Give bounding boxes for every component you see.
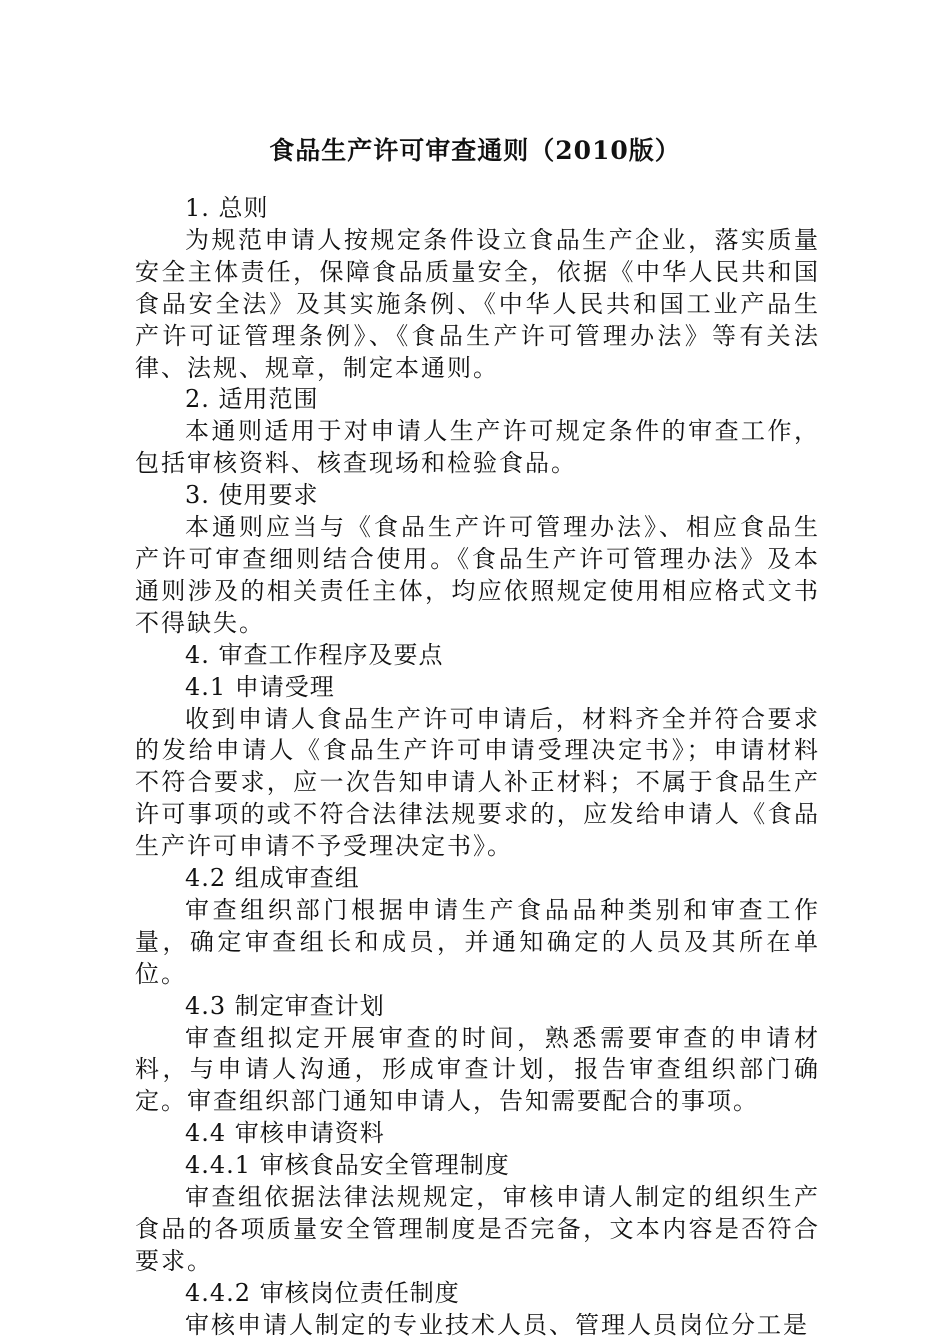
section-heading-general: 1. 总则 xyxy=(185,194,269,222)
paragraph-usage: 本通则应当与《食品生产许可管理办法》、相应食品生产许可审查细则结合使用。《食品生产许可管理办法》及本通则涉及的相关责任主体，均应依照规定使用相应格式文书不得缺失。 xyxy=(135,513,820,637)
section-heading-usage: 3. 使用要求 xyxy=(185,481,319,510)
paragraph-4-3: 审查组拟定开展审查的时间，熟悉需要审查的申请材料，与申请人沟通，形成审查计划，报告审查组织部门确定。审查组织部门通知申请人，告知需要配合的事项。 xyxy=(135,1023,820,1116)
paragraph-4-4-2: 审核申请人制定的专业技术人员、管理人员岗位分工是 xyxy=(185,1310,809,1339)
section-heading-4-4-1: 4.4.1 审核食品安全管理制度 xyxy=(185,1151,510,1180)
section-heading-4-2: 4.2 组成审查组 xyxy=(185,864,360,893)
section-heading-4-3: 4.3 制定审查计划 xyxy=(185,991,385,1020)
paragraph-4-1: 收到申请人食品生产许可申请后，材料齐全并符合要求的发给申请人《食品生产许可申请受理决定书》；申请材料不符合要求，应一次告知申请人补正材料；不属于食品生产许可事项的或不符合法律法规要求的，应发给申请人《食品生产许可申请不予受理决定书》。 xyxy=(135,704,820,861)
paragraph-4-4-1: 审查组依据法律法规规定，审核申请人制定的组织生产食品的各项质量安全管理制度是否完备，文本内容是否符合要求。 xyxy=(135,1183,820,1275)
paragraph-4-2: 审查组织部门根据申请生产食品品种类别和审查工作量，确定审查组长和成员，并通知确定的人员及其所在单位。 xyxy=(135,895,820,988)
document-body xyxy=(135,193,820,1342)
document-title: 食品生产许可审查通则（2010版） xyxy=(269,136,681,165)
section-heading-scope: 2. 适用范围 xyxy=(185,385,319,414)
section-heading-procedure: 4. 审查工作程序及要点 xyxy=(185,640,444,669)
section-heading-4-4: 4.4 审核申请资料 xyxy=(185,1119,385,1148)
section-heading-4-4-2: 4.4.2 审核岗位责任制度 xyxy=(185,1278,460,1307)
paragraph-general: 为规范申请人按规定条件设立食品生产企业，落实质量安全主体责任，保障食品质量安全，依据《中华人民共和国食品安全法》及其实施条例、《中华人民共和国工业产品生产许可证管理条例》、《食品生产许可管理办法》等有关法律、法规、规章，制定本通则。 xyxy=(135,225,820,382)
section-heading-4-1: 4.1 申请受理 xyxy=(185,672,335,701)
paragraph-scope: 本通则适用于对申请人生产许可规定条件的审查工作，包括审核资料、核查现场和检验食品。 xyxy=(135,417,820,478)
